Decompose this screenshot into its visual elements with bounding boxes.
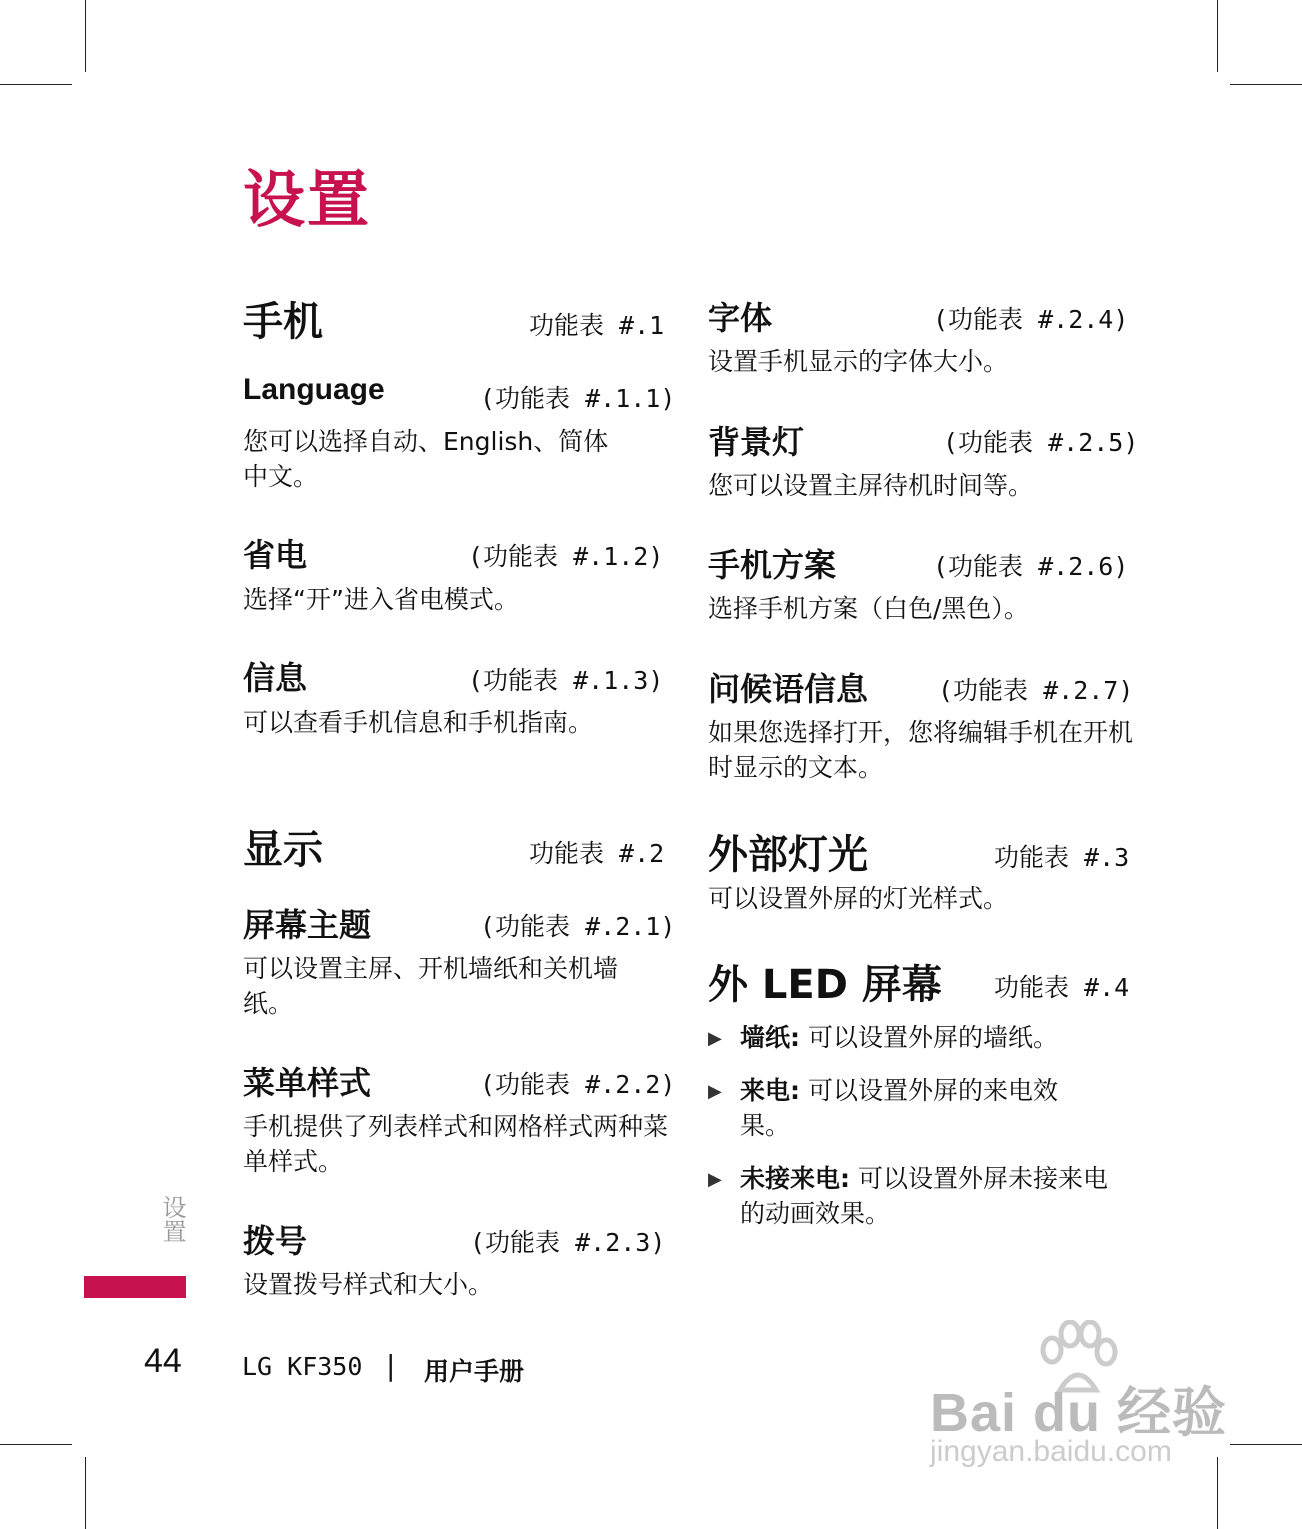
list-item — [708, 1161, 1118, 1231]
item-body-power-save: 选择“开”进入省电模式。 — [243, 585, 519, 614]
list-item — [708, 1073, 1093, 1143]
watermark-url: jingyan.baidu.com — [930, 1435, 1172, 1468]
footer-model: LG KF350 — [242, 1352, 363, 1381]
crop-mark — [1230, 1444, 1302, 1445]
bullet-text: 可以设置外屏未接来电的动画效果。 — [740, 1164, 1108, 1228]
item-heading-power-save: 省电 — [243, 536, 308, 574]
item-body-theme: 可以设置主屏、开机墙纸和关机墙纸。 — [243, 954, 619, 1018]
crop-mark — [1230, 84, 1302, 85]
triangle-right-icon: ▶ — [708, 1169, 722, 1190]
section-heading-ext-light: 外部灯光 — [708, 832, 868, 878]
item-heading-theme: 屏幕主题 — [243, 906, 372, 944]
bullet-term: 未接来电: — [740, 1164, 850, 1193]
item-heading-language: Language — [243, 373, 385, 406]
item-body-scheme: 选择手机方案（白色/黑色）。 — [708, 594, 1029, 623]
item-body-backlight: 您可以设置主屏待机时间等。 — [708, 471, 1034, 500]
item-body-ext-light: 可以设置外屏的灯光样式。 — [708, 884, 1009, 913]
menu-number: (功能表 #.2.7) — [938, 676, 1134, 705]
menu-number: (功能表 #.1.3) — [468, 666, 664, 695]
bullet-text: 可以设置外屏的墙纸。 — [807, 1023, 1058, 1052]
section-heading-ext-led: 外 LED 屏幕 — [708, 962, 942, 1008]
bullet-text: 可以设置外屏的来电效果。 — [740, 1076, 1058, 1140]
crop-mark — [1217, 0, 1218, 72]
item-body-greeting: 如果您选择打开，您将编辑手机在开机时显示的文本。 — [708, 718, 1134, 782]
footer-separator: | — [386, 1349, 396, 1382]
item-body-info: 可以查看手机信息和手机指南。 — [243, 708, 594, 737]
crop-mark — [85, 1457, 86, 1529]
crop-mark — [1217, 1457, 1218, 1529]
section-heading-display: 显示 — [243, 827, 323, 873]
item-heading-menu-style: 菜单样式 — [243, 1064, 372, 1102]
menu-number: 功能表 #.3 — [994, 843, 1130, 872]
bullet-term: 墙纸: — [740, 1023, 800, 1052]
menu-number: (功能表 #.2.5) — [943, 428, 1139, 457]
bullet-term: 来电: — [740, 1076, 800, 1105]
item-heading-dial: 拨号 — [243, 1222, 308, 1260]
item-heading-backlight: 背景灯 — [708, 423, 805, 461]
page-title: 设置 — [243, 163, 372, 236]
item-heading-greeting: 问候语信息 — [708, 670, 869, 708]
item-heading-info: 信息 — [243, 659, 308, 697]
crop-mark — [85, 0, 86, 72]
section-heading-phone: 手机 — [243, 299, 323, 345]
menu-number: 功能表 #.4 — [994, 973, 1130, 1002]
watermark-brand: Bai du 经验 — [930, 1383, 1228, 1443]
page-number: 44 — [144, 1342, 182, 1380]
menu-number: 功能表 #.2 — [529, 839, 665, 868]
item-heading-font: 字体 — [708, 299, 773, 337]
menu-number: (功能表 #.2.2) — [480, 1070, 676, 1099]
menu-number: (功能表 #.2.3) — [470, 1228, 666, 1257]
crop-mark — [0, 84, 72, 85]
item-body-menu-style: 手机提供了列表样式和网格样式两种菜单样式。 — [243, 1112, 669, 1176]
crop-mark — [0, 1444, 72, 1445]
triangle-right-icon: ▶ — [708, 1028, 722, 1049]
menu-number: (功能表 #.1.1) — [480, 384, 676, 413]
side-tab-bar — [84, 1276, 186, 1298]
menu-number: (功能表 #.2.1) — [480, 912, 676, 941]
item-body-dial: 设置拨号样式和大小。 — [243, 1270, 494, 1299]
bullet-list — [708, 1020, 1128, 1249]
item-heading-scheme: 手机方案 — [708, 546, 837, 584]
side-tab-label: 设置 — [158, 1195, 186, 1243]
list-item — [708, 1020, 1128, 1055]
menu-number: (功能表 #.2.6) — [933, 552, 1129, 581]
footer-manual: 用户手册 — [424, 1357, 525, 1386]
triangle-right-icon: ▶ — [708, 1081, 722, 1102]
item-body-font: 设置手机显示的字体大小。 — [708, 347, 1009, 376]
item-body-language: 您可以选择自动、English、简体中文。 — [243, 427, 609, 491]
menu-number: (功能表 #.1.2) — [468, 542, 664, 571]
menu-number: 功能表 #.1 — [529, 311, 665, 340]
menu-number: (功能表 #.2.4) — [933, 305, 1129, 334]
